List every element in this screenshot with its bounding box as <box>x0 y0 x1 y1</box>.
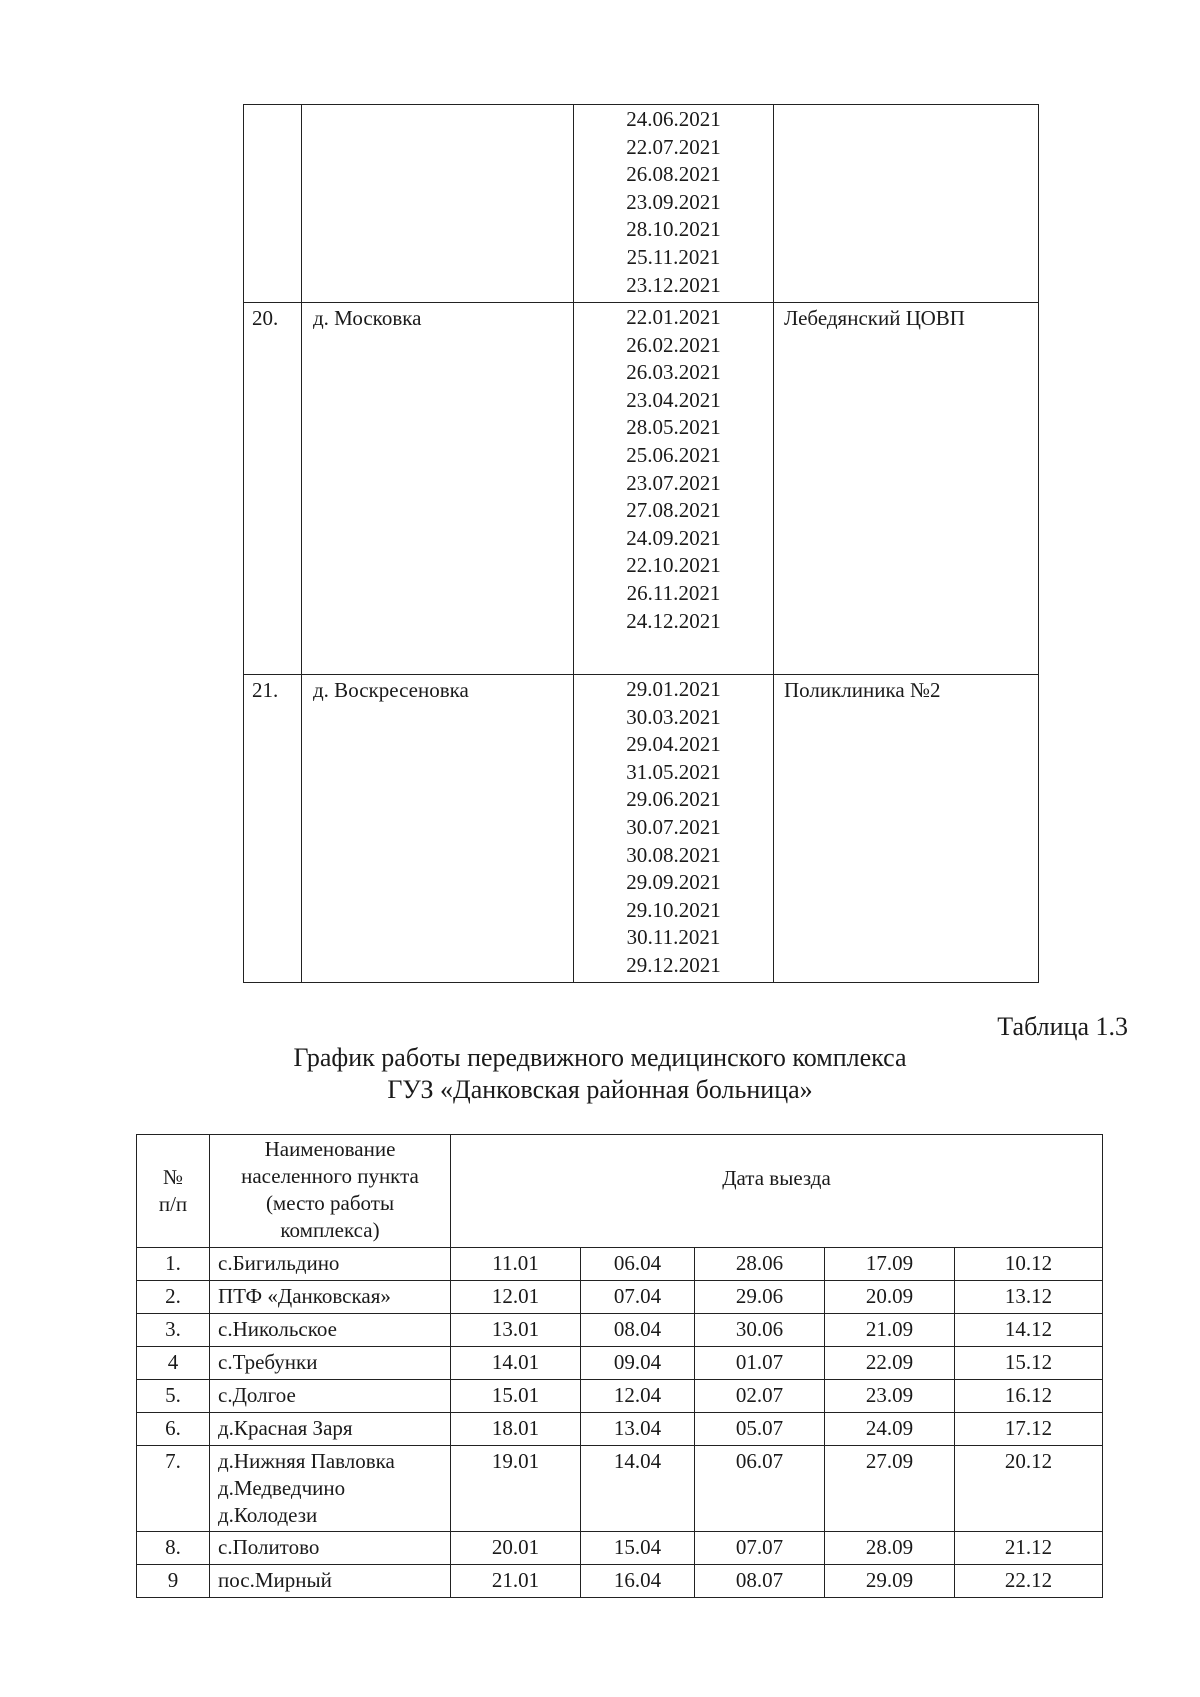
table-row <box>137 1565 1103 1598</box>
visit-date-cell: 17.12 <box>955 1413 1103 1446</box>
visit-date-cell: 20.01 <box>451 1532 581 1565</box>
visit-date: 29.12.2021 <box>626 952 721 977</box>
visit-date-cell: 17.09 <box>825 1248 955 1281</box>
row-number-cell: 4 <box>137 1347 210 1380</box>
place-name-cell: д. Воскресеновка <box>302 675 574 983</box>
visit-date-cell: 13.01 <box>451 1314 581 1347</box>
visit-date-cell: 29.09 <box>825 1565 955 1598</box>
visit-date-cell: 12.04 <box>581 1380 695 1413</box>
visit-date-cell: 21.01 <box>451 1565 581 1598</box>
visit-date: 26.02.2021 <box>626 332 721 357</box>
row-number-cell: 2. <box>137 1281 210 1314</box>
table-header-row <box>137 1135 1103 1248</box>
place-name-cell <box>210 1532 451 1565</box>
visit-date: 30.07.2021 <box>626 814 721 839</box>
header-num-line-2: п/п <box>158 1192 188 1216</box>
top-table-body <box>244 105 1039 983</box>
top-schedule-table <box>243 104 1039 983</box>
row-number-cell: 6. <box>137 1413 210 1446</box>
visit-date-cell: 07.07 <box>695 1532 825 1565</box>
place-name-cell: д. Московка <box>302 303 574 675</box>
organization-cell: Лебедянский ЦОВП <box>774 303 1039 675</box>
header-date-cell: Дата выезда <box>451 1135 1103 1248</box>
place-name: д.Медведчино <box>218 1476 346 1500</box>
visit-date-cell: 14.12 <box>955 1314 1103 1347</box>
visit-date-cell: 13.12 <box>955 1281 1103 1314</box>
visit-date: 23.12.2021 <box>626 272 721 297</box>
table-row <box>137 1532 1103 1565</box>
visit-date: 25.11.2021 <box>626 244 721 269</box>
visit-date: 23.04.2021 <box>626 387 721 412</box>
row-number-cell: 8. <box>137 1532 210 1565</box>
place-name-cell <box>210 1446 451 1532</box>
visit-date: 30.03.2021 <box>626 704 721 729</box>
place-name-cell <box>210 1413 451 1446</box>
dates-cell <box>574 105 774 303</box>
table-number: Таблица 1.3 <box>997 1012 1128 1041</box>
visit-date-cell: 05.07 <box>695 1413 825 1446</box>
visit-date: 29.06.2021 <box>626 787 721 812</box>
place-name: с.Требунки <box>218 1350 318 1374</box>
place-name: д.Колодези <box>218 1503 318 1527</box>
visit-date: 29.01.2021 <box>626 677 721 701</box>
place-name: с.Никольское <box>218 1317 337 1341</box>
header-name-line: населенного пункта <box>241 1164 419 1188</box>
row-number-cell: 21. <box>244 675 302 983</box>
visit-date: 29.04.2021 <box>626 732 721 757</box>
visit-date: 22.10.2021 <box>626 553 721 578</box>
visit-date-cell: 11.01 <box>451 1248 581 1281</box>
visit-date-cell: 16.04 <box>581 1565 695 1598</box>
header-num-line-1: № <box>162 1165 184 1189</box>
visit-date: 24.06.2021 <box>626 107 721 131</box>
row-number-cell: 1. <box>137 1248 210 1281</box>
visit-date-cell: 14.01 <box>451 1347 581 1380</box>
visit-date: 26.03.2021 <box>626 360 721 385</box>
visit-date-cell: 15.04 <box>581 1532 695 1565</box>
visit-date: 29.10.2021 <box>626 897 721 922</box>
visit-date-cell: 20.09 <box>825 1281 955 1314</box>
visit-date-cell: 09.04 <box>581 1347 695 1380</box>
visit-date: 29.09.2021 <box>626 870 721 895</box>
visit-date: 31.05.2021 <box>626 759 721 784</box>
visit-date: 24.12.2021 <box>626 608 721 633</box>
visit-date: 22.07.2021 <box>626 134 721 159</box>
visit-date: 25.06.2021 <box>626 442 721 467</box>
table-row <box>244 675 1039 983</box>
visit-date-cell: 13.04 <box>581 1413 695 1446</box>
visit-date-cell: 20.12 <box>955 1446 1103 1532</box>
place-name-cell <box>210 1248 451 1281</box>
organization-cell <box>774 105 1039 303</box>
header-name-cell <box>210 1135 451 1248</box>
dates-cell <box>574 303 774 675</box>
header-name-line: (место работы <box>265 1191 395 1215</box>
place-name: с.Бигильдино <box>218 1251 340 1275</box>
table-row <box>137 1446 1103 1532</box>
mobile-complex-schedule-table <box>136 1134 1103 1598</box>
visit-date: 28.10.2021 <box>626 217 721 242</box>
visit-date-cell: 12.01 <box>451 1281 581 1314</box>
organization-cell: Поликлиника №2 <box>774 675 1039 983</box>
visit-date: 24.09.2021 <box>626 525 721 550</box>
visit-date-cell: 01.07 <box>695 1347 825 1380</box>
table-row <box>137 1281 1103 1314</box>
place-name-cell <box>210 1380 451 1413</box>
visit-date: 30.11.2021 <box>626 925 721 950</box>
place-name-cell <box>210 1347 451 1380</box>
visit-date-cell: 29.06 <box>695 1281 825 1314</box>
place-name-cell <box>302 105 574 303</box>
visit-date-cell: 19.01 <box>451 1446 581 1532</box>
dates-cell <box>574 675 774 983</box>
visit-date-cell: 28.09 <box>825 1532 955 1565</box>
visit-date-cell: 18.01 <box>451 1413 581 1446</box>
place-name: д.Красная Заря <box>218 1416 353 1440</box>
visit-date-cell: 02.07 <box>695 1380 825 1413</box>
visit-date-cell: 08.04 <box>581 1314 695 1347</box>
place-name-cell <box>210 1314 451 1347</box>
visit-date: 28.05.2021 <box>626 415 721 440</box>
place-name: пос.Мирный <box>218 1568 332 1592</box>
visit-date: 30.08.2021 <box>626 842 721 867</box>
visit-date-cell: 23.09 <box>825 1380 955 1413</box>
visit-date-cell: 22.09 <box>825 1347 955 1380</box>
table-row <box>137 1380 1103 1413</box>
visit-date-cell: 24.09 <box>825 1413 955 1446</box>
visit-date-cell: 22.12 <box>955 1565 1103 1598</box>
visit-date: 22.01.2021 <box>626 305 721 329</box>
visit-date-cell: 15.12 <box>955 1347 1103 1380</box>
visit-date: 23.09.2021 <box>626 189 721 214</box>
visit-date-cell: 28.06 <box>695 1248 825 1281</box>
place-name: с.Долгое <box>218 1383 296 1407</box>
place-name-cell <box>210 1565 451 1598</box>
place-name: с.Политово <box>218 1535 320 1559</box>
table-row <box>244 303 1039 675</box>
table-row <box>137 1347 1103 1380</box>
row-number-cell: 3. <box>137 1314 210 1347</box>
header-name-line: комплекса) <box>280 1218 380 1242</box>
row-number-cell: 7. <box>137 1446 210 1532</box>
row-number-cell: 5. <box>137 1380 210 1413</box>
place-name: д.Нижняя Павловка <box>218 1449 395 1473</box>
visit-date-cell: 06.07 <box>695 1446 825 1532</box>
table-row <box>137 1314 1103 1347</box>
row-number-cell <box>244 105 302 303</box>
visit-date-cell: 30.06 <box>695 1314 825 1347</box>
visit-date-cell: 21.09 <box>825 1314 955 1347</box>
visit-date-cell: 07.04 <box>581 1281 695 1314</box>
table-row <box>137 1413 1103 1446</box>
visit-date-cell: 10.12 <box>955 1248 1103 1281</box>
table-title-line-1: График работы передвижного медицинского комплекса <box>293 1043 907 1072</box>
visit-date: 26.11.2021 <box>626 580 721 605</box>
visit-date-cell: 21.12 <box>955 1532 1103 1565</box>
visit-date: 27.08.2021 <box>626 498 721 523</box>
visit-date-cell: 08.07 <box>695 1565 825 1598</box>
table-title-line-2: ГУЗ «Данковская районная больница» <box>387 1075 813 1104</box>
row-number-cell: 20. <box>244 303 302 675</box>
header-num-cell <box>137 1135 210 1248</box>
place-name-cell <box>210 1281 451 1314</box>
visit-date-cell: 27.09 <box>825 1446 955 1532</box>
table-row <box>244 105 1039 303</box>
visit-date: 26.08.2021 <box>626 162 721 187</box>
table-row <box>137 1248 1103 1281</box>
visit-date-cell: 14.04 <box>581 1446 695 1532</box>
visit-date: 23.07.2021 <box>626 470 721 495</box>
row-number-cell: 9 <box>137 1565 210 1598</box>
header-name-line: Наименование <box>264 1137 396 1161</box>
visit-date-cell: 16.12 <box>955 1380 1103 1413</box>
visit-date-cell: 06.04 <box>581 1248 695 1281</box>
visit-date-cell: 15.01 <box>451 1380 581 1413</box>
schedule-table-body <box>137 1135 1103 1598</box>
place-name: ПТФ «Данковская» <box>218 1284 391 1308</box>
